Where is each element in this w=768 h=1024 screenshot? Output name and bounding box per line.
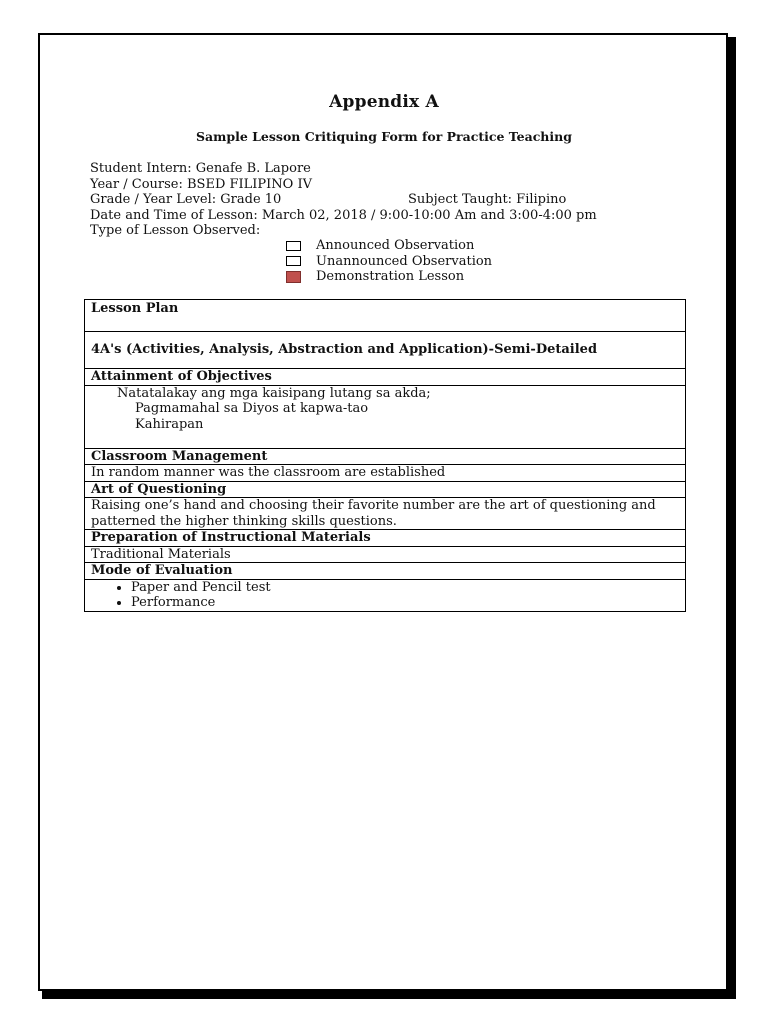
evaluation-cell	[85, 579, 686, 611]
critique-table	[84, 299, 686, 612]
checkbox-demonstration[interactable]	[286, 271, 301, 283]
evaluation-header: Mode of Evaluation	[85, 563, 686, 580]
objectives-header: Attainment of Objectives	[85, 369, 686, 386]
objective-line: Pagmamahal sa Diyos at kapwa-tao	[135, 401, 369, 416]
document-title: Appendix A	[329, 92, 439, 112]
option-label: Unannounced Observation	[316, 253, 493, 269]
table-row	[85, 385, 686, 448]
materials-value: Traditional Materials	[85, 546, 686, 563]
observation-option-unannounced[interactable]	[286, 254, 492, 270]
classroom-value: In random manner was the classroom are established	[85, 465, 686, 482]
questioning-value: Raising one’s hand and choosing their favorite number are the art of questioning and patterned the higher thinking skills questions.	[85, 498, 686, 530]
observation-option-announced[interactable]	[286, 238, 492, 254]
materials-header: Preparation of Instructional Materials	[85, 530, 686, 547]
table-row	[85, 530, 686, 547]
lesson-plan-value: 4A's (Activities, Analysis, Abstraction and Application)-Semi-Detailed	[85, 332, 686, 369]
table-row	[85, 465, 686, 482]
objective-line: Natatalakay ang mga kaisipang lutang sa akda;	[117, 385, 431, 401]
lesson-plan-header: Lesson Plan	[85, 300, 686, 332]
year-course: Year / Course: BSED FILIPINO IV	[90, 176, 312, 192]
table-row	[85, 448, 686, 465]
document-subtitle: Sample Lesson Critiquing Form for Practice Teaching	[196, 129, 572, 144]
observation-option-demonstration[interactable]	[286, 269, 492, 285]
table-row	[85, 563, 686, 580]
checkbox-unannounced[interactable]	[286, 256, 301, 266]
evaluation-list	[91, 580, 679, 611]
questioning-header: Art of Questioning	[85, 481, 686, 498]
table-row	[85, 481, 686, 498]
classroom-header: Classroom Management	[85, 448, 686, 465]
table-row	[85, 546, 686, 563]
table-row	[85, 332, 686, 369]
table-row	[85, 369, 686, 386]
table-row	[85, 498, 686, 530]
table-row	[85, 300, 686, 332]
list-item: • Paper and Pencil test	[131, 580, 679, 596]
observation-type-list	[286, 238, 492, 285]
table-row	[85, 579, 686, 611]
type-label: Type of Lesson Observed:	[90, 223, 261, 238]
objective-line: Kahirapan	[135, 416, 204, 432]
option-label: Announced Observation	[316, 238, 475, 253]
checkbox-announced[interactable]	[286, 241, 301, 251]
date-time: Date and Time of Lesson: March 02, 2018 / 9:00-10:00 Am and 3:00-4:00 pm	[90, 207, 597, 223]
student-intern: Student Intern: Genafe B. Lapore	[90, 161, 311, 176]
grade-level: Grade / Year Level: Grade 10	[90, 192, 282, 207]
option-label: Demonstration Lesson	[316, 269, 465, 284]
list-item: • Performance	[131, 595, 679, 611]
subject-taught: Subject Taught: Filipino	[408, 192, 567, 207]
objectives-cell	[85, 385, 686, 448]
